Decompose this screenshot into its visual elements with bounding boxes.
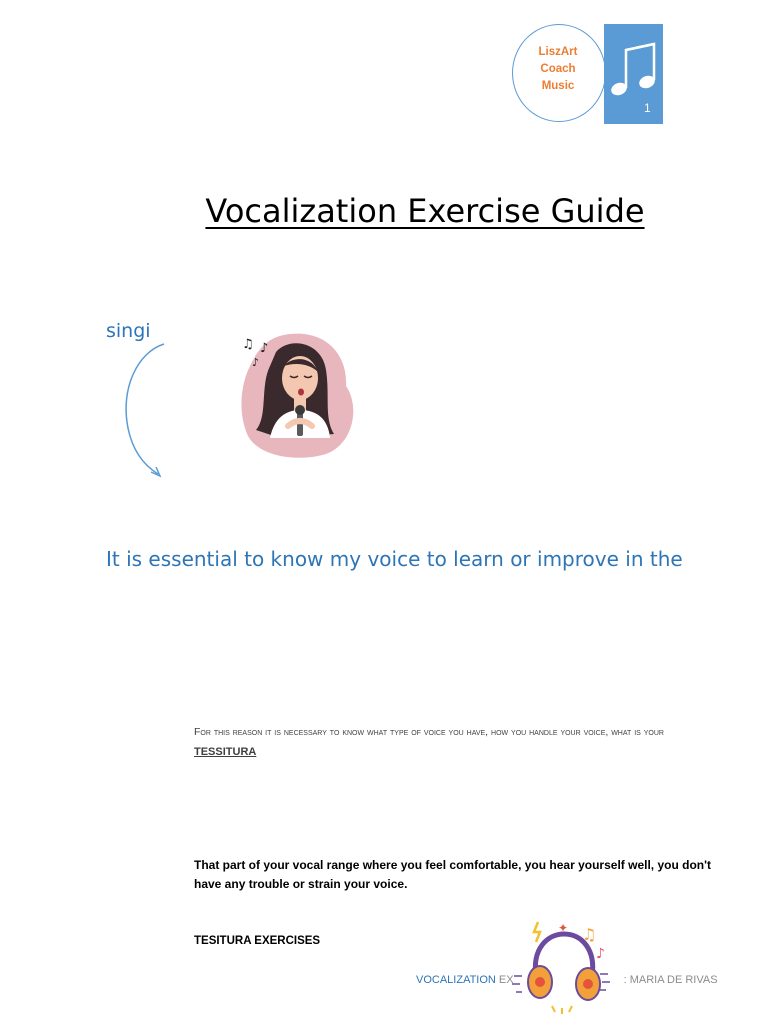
logo-line-2: Coach [540,63,576,75]
logo-line-1: LiszArt [538,46,578,58]
curved-arrow-icon [118,338,168,483]
page-number: 1 [644,101,651,115]
exercises-heading: TESITURA EXERCISES [194,935,321,947]
singi-text: singi [106,320,151,342]
logo-text [512,44,604,95]
page-title: Vocalization Exercise Guide [205,192,645,230]
svg-text:♪: ♪ [596,946,605,962]
logo-line-3: Music [541,80,575,92]
tessitura-definition: That part of your vocal range where you feel comfortable, you hear yourself well, you don't have any trouble or strain your voice. [194,858,711,891]
svg-text:♪: ♪ [260,341,269,356]
logo-box [604,24,663,124]
svg-text:♪: ♪ [252,356,260,369]
footer-blue-text: VOCALIZATION [416,974,496,986]
essential-statement: It is essential to know my voice to learn or improve in the [106,547,683,571]
footer-author: : MARIA DE RIVAS [623,974,718,986]
reason-text: For this reason it is necessary to know what type of voice you have, how you handle your voice, what is your [194,726,664,738]
svg-text:♫: ♫ [242,337,254,352]
footer-gray-text: EX [495,974,514,986]
svg-text:♫: ♫ [582,925,597,944]
music-note-icon [604,24,663,104]
tessitura-link[interactable]: TESSITURA [194,746,257,758]
headphones-icon [508,918,613,1016]
singer-illustration-icon [230,326,360,461]
svg-text:✦: ✦ [558,921,569,935]
reason-paragraph [194,722,664,762]
